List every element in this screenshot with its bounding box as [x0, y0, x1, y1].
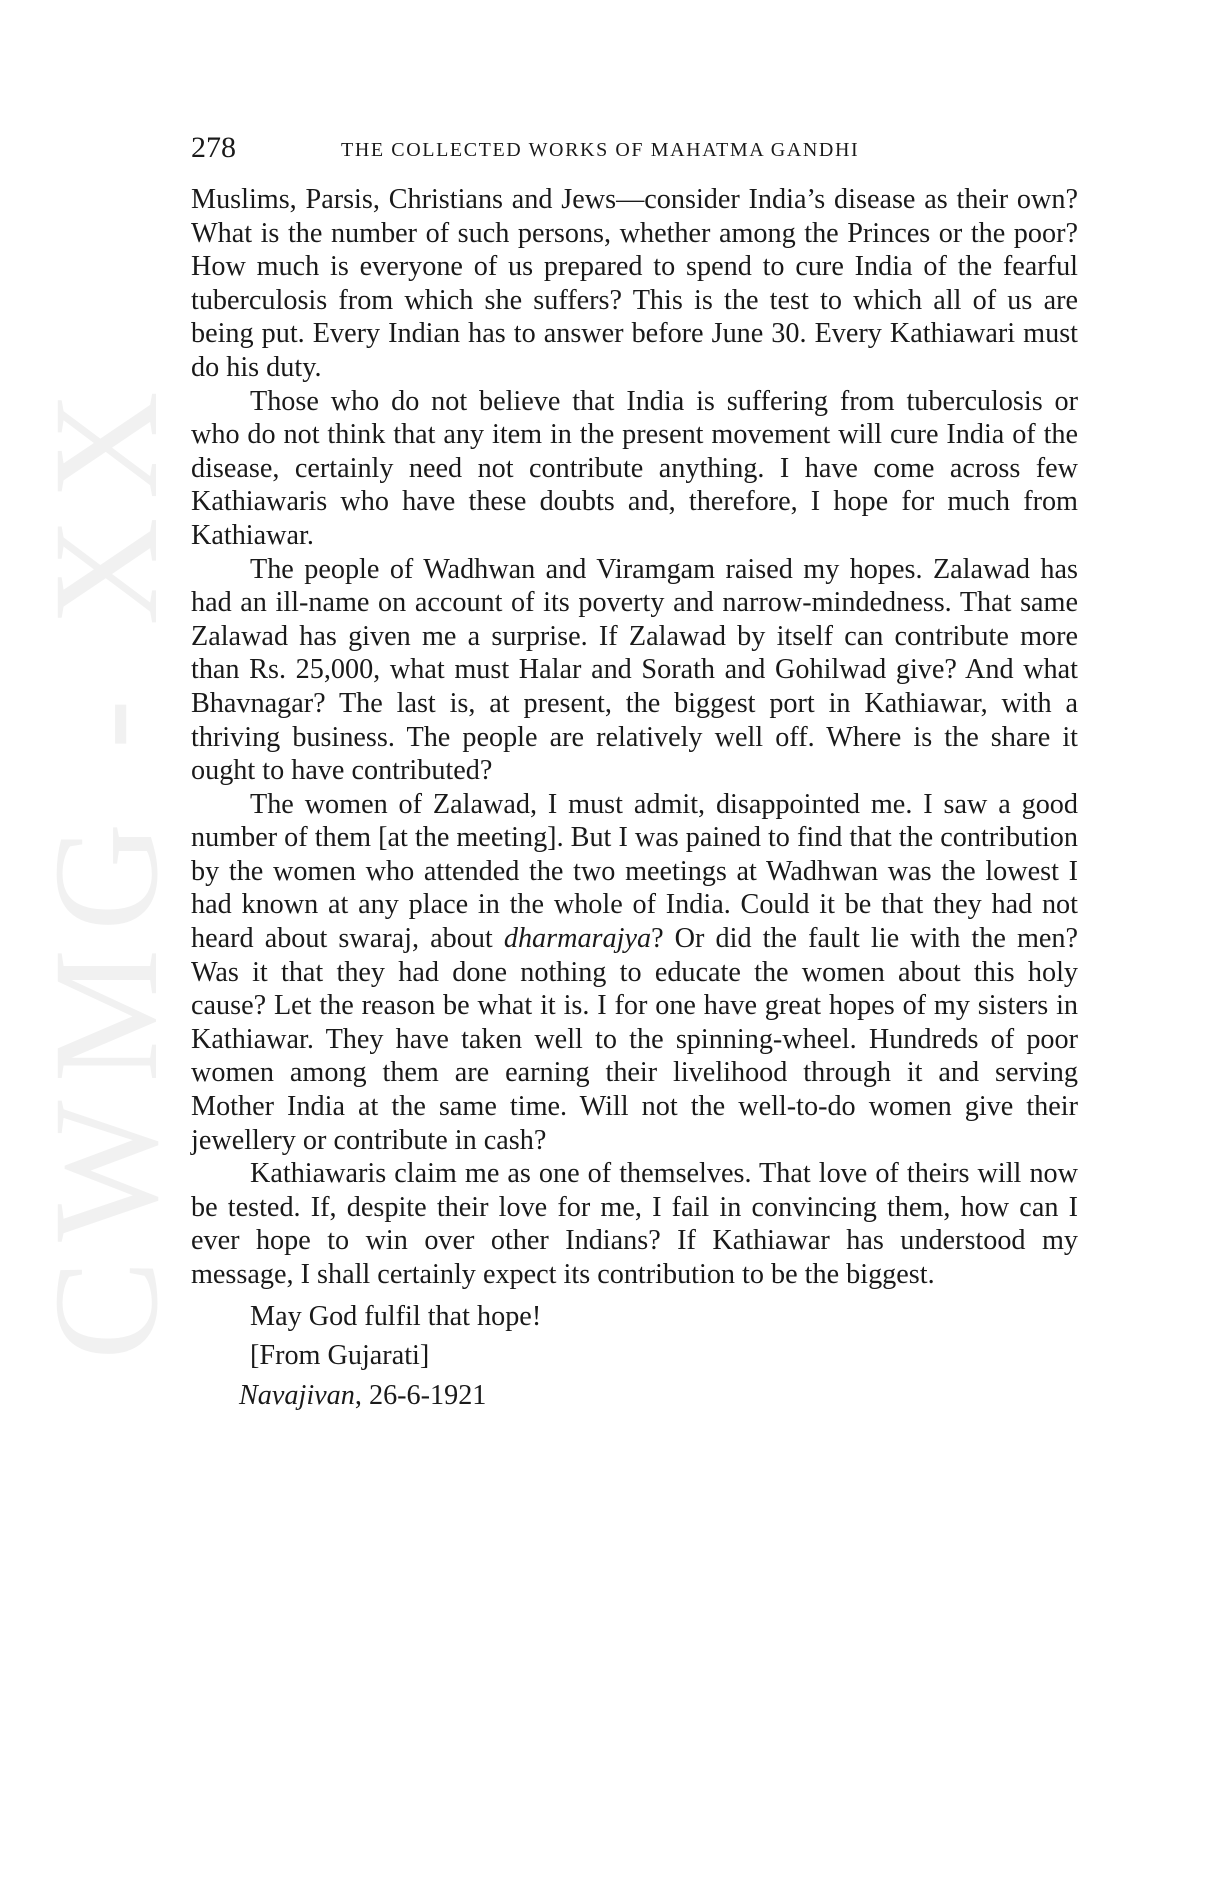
paragraph-3: The people of Wadhwan and Viramgam raised my hopes. Zalawad has had an ill-name on account of its poverty and narrow-mindedness. That same Zalawad has given me a surprise. If Zalawad by itself can contribute more than Rs. 25,000, what must Halar and Sorath and Gohilwad give? And what Bhavnagar? The last is, at present, the biggest port in Kathiawar, with a thriving business. The people are relatively well off. Where is the share it ought to have contributed? — [191, 553, 1078, 787]
page-header — [191, 128, 1091, 168]
citation-journal: Navajivan — [239, 1379, 355, 1411]
paragraph-1: Muslims, Parsis, Christians and Jews—consider India’s disease as their own? What is the number of such persons, whether among the Princes or the poor? How much is everyone of us prepared to spend to cure India of the fearful tuberculosis from which she suffers? This is the test to which all of us are being put. Every Indian has to answer before June 30. Every Kathiawari must do his duty. — [191, 184, 1078, 383]
running-head: THE COLLECTED WORKS OF MAHATMA GANDHI — [341, 139, 860, 161]
citation — [191, 1379, 1078, 1413]
closing-line: May God fulfil that hope! — [250, 1300, 542, 1332]
paragraph-4 — [191, 788, 1078, 1158]
paragraph-4-part-2: ? Or did the fault lie with the men? Was it that they had done nothing to educate the women about this holy cause? Let the reason be what it is. I for one have great hopes of my sisters in Kathiawar. They have taken well to the spinning-wheel. Hundreds of poor women among them are earning their livelihood through it and serving Mother India at the same time. Will not the well-to-do women give their jewellery or contribute in cash? — [191, 923, 1078, 1156]
citation-date: , 26-6-1921 — [354, 1379, 487, 1411]
page-number: 278 — [191, 131, 236, 164]
paragraph-5: Kathiawaris claim me as one of themselves. That love of theirs will now be tested. If, despite their love for me, I fail in convincing them, how can I ever hope to win over other Indians? If Kathiawar has understood my message, I shall certainly expect its contribution to be the biggest. — [191, 1158, 1078, 1290]
paragraph-4-part-1: The women of Zalawad, I must admit, disappointed me. I saw a good number of them [at the meeting]. But I was pained to find that the contribution by the women who attended the two meetings at Wadhwan was the lowest I had known at any place in the whole of India. Could it be that they had not heard about swaraj, about — [191, 788, 1078, 955]
body-text — [191, 183, 1078, 1412]
italic-term: dharmarajya — [503, 923, 652, 955]
watermark: CWMG - XX — [23, 373, 189, 1360]
paragraph-2: Those who do not believe that India is suffering from tuberculosis or who do not think that any item in the present movement will cure India of the disease, certainly need not contribute anything. I have come across few Kathiawaris who have these doubts and, therefore, I hope for much from Kathiawar. — [191, 385, 1078, 551]
source-note: [From Gujarati] — [250, 1340, 430, 1372]
